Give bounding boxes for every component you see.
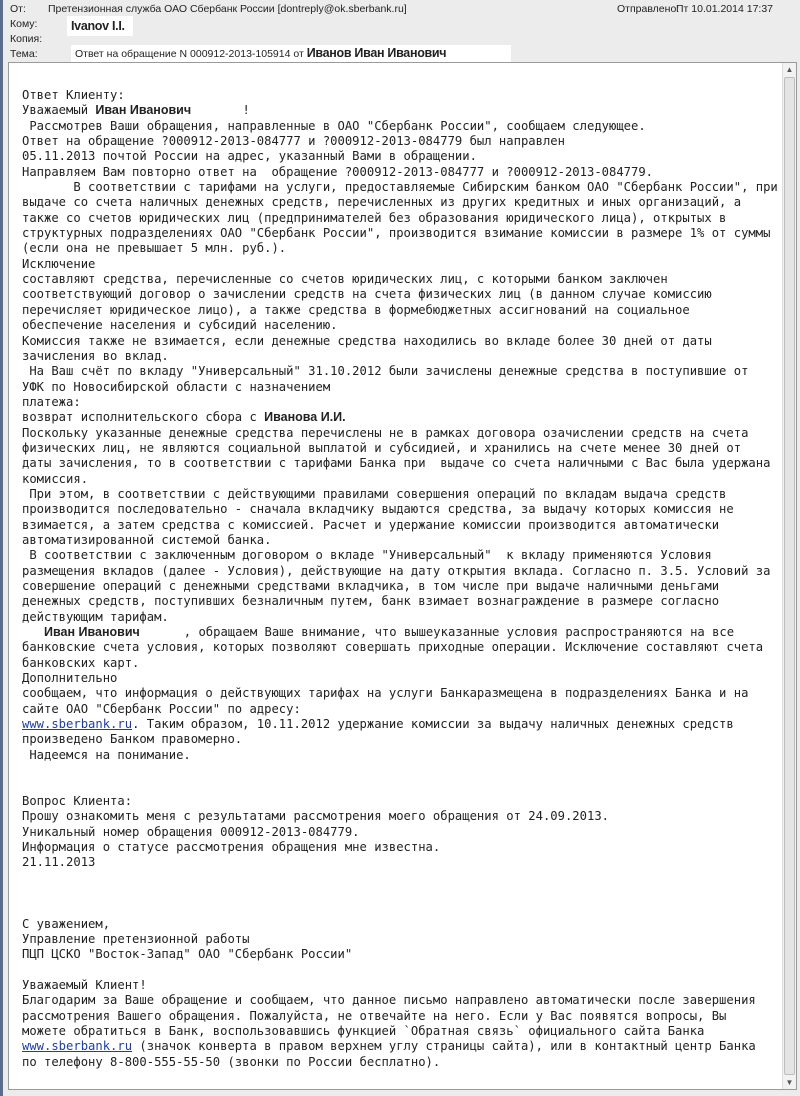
blank-line bbox=[22, 763, 782, 778]
sent-value: Пт 10.01.2014 17:37 bbox=[676, 3, 774, 15]
to-value[interactable]: Ivanov I.I. bbox=[67, 16, 133, 36]
body-line bbox=[22, 380, 782, 395]
window-edge bbox=[0, 0, 3, 1096]
body-text-segment bbox=[22, 625, 44, 639]
body-line bbox=[22, 502, 782, 517]
body-line bbox=[22, 717, 782, 732]
body-line bbox=[22, 518, 782, 533]
body-line bbox=[22, 318, 782, 333]
message-text bbox=[22, 88, 782, 1070]
body-line bbox=[22, 426, 782, 441]
cc-label: Копия: bbox=[10, 33, 43, 45]
body-text-segment: Надеемся на понимание. bbox=[22, 747, 191, 762]
message-body[interactable] bbox=[8, 62, 797, 1090]
body-text-segment: банковских карт. bbox=[22, 655, 140, 670]
blank-line bbox=[22, 778, 782, 793]
sent-label: Отправлено: bbox=[617, 3, 680, 15]
body-text-segment: Направляем Вам повторно ответ на обращение ?000912-2013-084777 и ?000912-2013-084779. bbox=[22, 164, 654, 179]
body-text-segment: Уважаемый Клиент! bbox=[22, 977, 147, 992]
body-text-segment: В соответствии с заключенным договором о вкладе "Универсальный" к вкладу применяются Условия bbox=[22, 548, 712, 563]
body-text-segment: Уникальный номер обращения 000912-2013-084779. bbox=[22, 824, 360, 839]
body-line bbox=[22, 211, 782, 226]
body-line bbox=[22, 334, 782, 349]
body-line bbox=[22, 794, 782, 809]
body-text-segment: (значок конверта в правом верхнем углу страницы сайта), или в контактный центр Банка bbox=[132, 1039, 756, 1054]
body-text-segment: Исключение bbox=[22, 256, 96, 271]
body-line bbox=[22, 441, 782, 456]
body-text-segment: На Ваш счёт по вкладу "Универсальный" 31.10.2012 были зачислены денежные средства в поступившие от bbox=[22, 364, 749, 379]
body-text-segment: Ответ на обращение ?000912-2013-084777 и ?000912-2013-084779 был направлен bbox=[22, 134, 565, 149]
body-line bbox=[22, 932, 782, 947]
body-text-segment: совершение операций с денежными средствами вкладчика, в том числе при выдаче наличными деньгами bbox=[22, 579, 720, 593]
body-text-segment: сообщаем, что информация о действующих тарифах на услуги Банкаразмещена в подразделениях Банка и на bbox=[22, 686, 749, 701]
body-text-segment: возврат исполнительского сбора с bbox=[22, 410, 265, 425]
body-text-segment: автоматизированной системой банка. bbox=[22, 532, 272, 547]
body-line bbox=[22, 226, 782, 241]
body-text-segment: Информация о статусе рассмотрения обращения мне известна. bbox=[22, 839, 441, 854]
body-text-segment: перечисляет юридическое лицо), а также средства в формебюджетных ассигнований на социальное bbox=[22, 302, 690, 317]
body-text-segment: сайте ОАО "Сбербанк России" по адресу: bbox=[22, 701, 301, 716]
blank-line bbox=[22, 886, 782, 901]
body-line bbox=[22, 564, 782, 579]
body-line bbox=[22, 855, 782, 870]
body-text-segment: комиссия. bbox=[22, 471, 89, 486]
body-text-segment: Комиссия также не взимается, если денежные средства находились во вкладе более 30 дней от даты bbox=[22, 333, 712, 348]
body-text-segment: 05.11.2013 почтой России на адрес, указанный Вами в обращении. bbox=[22, 149, 477, 164]
body-line bbox=[22, 825, 782, 840]
scrollbar-thumb[interactable] bbox=[784, 77, 795, 1075]
body-line bbox=[22, 487, 782, 502]
body-line bbox=[22, 978, 782, 993]
body-text-segment: Уважаемый bbox=[22, 103, 96, 118]
subject-text: Ответ на обращение N 000912-2013-105914 от bbox=[75, 48, 304, 60]
body-line bbox=[22, 364, 782, 379]
body-line bbox=[22, 533, 782, 548]
body-line bbox=[22, 180, 782, 195]
body-text-segment: соответствующий договор о зачислении средств на счета физических лиц (в данном случае комиссию bbox=[22, 287, 712, 302]
body-text-segment: физических лиц, не являются социальной выплатой и субсидией, и хранились на счете менее 30 дней от bbox=[22, 440, 742, 455]
sberbank-link[interactable]: www.sberbank.ru bbox=[22, 717, 133, 732]
body-line bbox=[22, 103, 782, 118]
body-line bbox=[22, 640, 782, 655]
body-text-segment: обеспечение населения и субсидий населению. bbox=[22, 318, 338, 333]
body-line bbox=[22, 119, 782, 134]
body-line bbox=[22, 410, 782, 425]
body-text-segment: можете обратиться в Банк, воспользовавшись функцией `Обратная связь` официального сайта Банка bbox=[22, 1023, 705, 1038]
body-line bbox=[22, 671, 782, 686]
body-line bbox=[22, 472, 782, 487]
sberbank-link[interactable]: www.sberbank.ru bbox=[22, 1039, 133, 1054]
body-line bbox=[22, 257, 782, 272]
body-text-segment: 21.11.2013 bbox=[22, 855, 96, 870]
from-label: От: bbox=[10, 3, 26, 15]
body-line bbox=[22, 748, 782, 763]
body-line bbox=[22, 349, 782, 364]
body-line bbox=[22, 702, 782, 717]
blank-line bbox=[22, 901, 782, 916]
body-text-segment: . Таким образом, 10.11.2012 удержание комиссии за выдачу наличных денежных средств bbox=[132, 717, 734, 732]
body-line bbox=[22, 947, 782, 962]
body-line bbox=[22, 993, 782, 1008]
body-line bbox=[22, 88, 782, 103]
blank-line bbox=[22, 963, 782, 978]
subject-value bbox=[71, 45, 511, 62]
body-text-segment: выдаче со счета наличных денежных средств, перечисленных из других кредитных и иных организаций, а bbox=[22, 195, 742, 210]
body-text-segment: УФК по Новосибирской области с назначением bbox=[22, 379, 331, 394]
body-text-segment: действующим тарифам. bbox=[22, 609, 169, 624]
body-line bbox=[22, 303, 782, 318]
body-text-segment: зачисления во вклад. bbox=[22, 348, 169, 363]
body-line bbox=[22, 134, 782, 149]
body-line bbox=[22, 287, 782, 302]
body-line bbox=[22, 610, 782, 625]
body-text-segment: Дополнительно bbox=[22, 671, 118, 686]
subject-name: Иванов Иван Иванович bbox=[306, 46, 447, 60]
body-line bbox=[22, 241, 782, 256]
body-line bbox=[22, 149, 782, 164]
body-line bbox=[22, 625, 782, 640]
body-text-segment: даты зачисления, то в соответствии с тарифами Банка при выдаче со счета наличными с Вас была удержана bbox=[22, 456, 771, 471]
body-text-segment: При этом, в соответствии с действующими правилами совершения операций по вкладам выдача средств bbox=[22, 486, 727, 501]
body-text-segment: производится последовательно - сначала вкладчику выдаются средства, за выдачу которых комиссия не bbox=[22, 502, 734, 517]
body-text-segment: размещения вкладов (далее - Условия), действующие на дату открытия вклада. Согласно п. 3.5. Условий за bbox=[22, 563, 771, 578]
body-text-segment: , обращаем Ваше внимание, что вышеуказанные условия распространяются на все bbox=[139, 625, 735, 640]
body-text-segment: Управление претензионной работы bbox=[22, 931, 250, 946]
body-line bbox=[22, 579, 782, 594]
body-text-segment: структурных подразделениях ОАО "Сбербанк России", производится взимание комиссии в размере 1% от суммы bbox=[22, 226, 771, 241]
body-text-segment: произведено Банком правомерно. bbox=[22, 732, 243, 747]
body-line bbox=[22, 840, 782, 855]
client-name: Иванова И.И. bbox=[264, 410, 346, 425]
from-value[interactable]: Претензионная служба ОАО Сбербанк России [dontreply@ok.sberbank.ru] bbox=[48, 3, 407, 15]
body-line bbox=[22, 594, 782, 609]
body-text-segment: также со счетов юридических лиц (предпринимателей без образования юридического лица), открытых в bbox=[22, 210, 727, 225]
body-text-segment: Ответ Клиенту: bbox=[22, 88, 125, 102]
body-text-segment: платежа: bbox=[22, 394, 81, 409]
body-line bbox=[22, 395, 782, 410]
to-label: Кому: bbox=[10, 18, 38, 30]
body-text-segment: (если она не превышает 5 млн. руб.). bbox=[22, 241, 287, 256]
body-line bbox=[22, 195, 782, 210]
blank-line bbox=[22, 871, 782, 886]
body-text-segment: Благодарим за Ваше обращение и сообщаем, что данное письмо направлено автоматически после завершения bbox=[22, 993, 756, 1008]
body-text-segment: Рассмотрев Ваши обращения, направленные в ОАО "Сбербанк России", сообщаем следующее. bbox=[22, 118, 646, 133]
body-line bbox=[22, 165, 782, 180]
body-line bbox=[22, 1009, 782, 1024]
body-text-segment: рассмотрения Вашего обращения. Пожалуйста, не отвечайте на него. Если у Вас появятся вопросы, Вы bbox=[22, 1008, 727, 1023]
body-text-segment: ПЦП ЦСКО "Восток-Запад" ОАО "Сбербанк России" bbox=[22, 947, 353, 962]
client-name: Иван Иванович bbox=[44, 625, 140, 640]
body-line bbox=[22, 1024, 782, 1039]
body-line bbox=[22, 732, 782, 747]
scroll-down-icon[interactable]: ▼ bbox=[785, 1078, 794, 1087]
client-name: Иван Иванович bbox=[95, 103, 192, 118]
body-line bbox=[22, 686, 782, 701]
body-text-segment: денежных средств, поступивших безналичным путем, банк взимает вознаграждение в размере согласно bbox=[22, 594, 720, 609]
body-text-segment: банковские счета условия, которых позволяют совершать приходные операции. Исключение составляют счета bbox=[22, 640, 764, 655]
vertical-scrollbar[interactable] bbox=[782, 63, 796, 1089]
body-text-segment: Вопрос Клиента: bbox=[22, 793, 133, 808]
body-text-segment: С уважением, bbox=[22, 916, 111, 931]
body-text-segment: Прошу ознакомить меня с результатами рассмотрения моего обращения от 24.09.2013. bbox=[22, 809, 609, 824]
subject-label: Тема: bbox=[10, 48, 38, 60]
body-line bbox=[22, 456, 782, 471]
body-text-segment: по телефону 8-800-555-55-50 (звонки по России бесплатно). bbox=[22, 1054, 441, 1069]
body-text-segment: В соответствии с тарифами на услуги, предоставляемые Сибирским банком ОАО "Сбербанк России", при bbox=[22, 180, 778, 195]
body-line bbox=[22, 548, 782, 563]
body-line bbox=[22, 272, 782, 287]
body-line bbox=[22, 1039, 782, 1054]
body-text-segment: взимается, а затем средства с комиссией. Расчет и удержание комиссии производится автоматически bbox=[22, 517, 720, 532]
body-line bbox=[22, 809, 782, 824]
body-text-segment: Поскольку указанные денежные средства перечислены не в рамках договора озачислении средств на счета bbox=[22, 425, 749, 440]
body-line bbox=[22, 917, 782, 932]
body-line bbox=[22, 656, 782, 671]
scroll-up-icon[interactable]: ▲ bbox=[785, 65, 794, 74]
body-text-segment: ! bbox=[191, 103, 250, 118]
body-text-segment: составляют средства, перечисленные со счетов юридических лиц, с которыми банком заключен bbox=[22, 272, 668, 287]
body-line bbox=[22, 1055, 782, 1070]
